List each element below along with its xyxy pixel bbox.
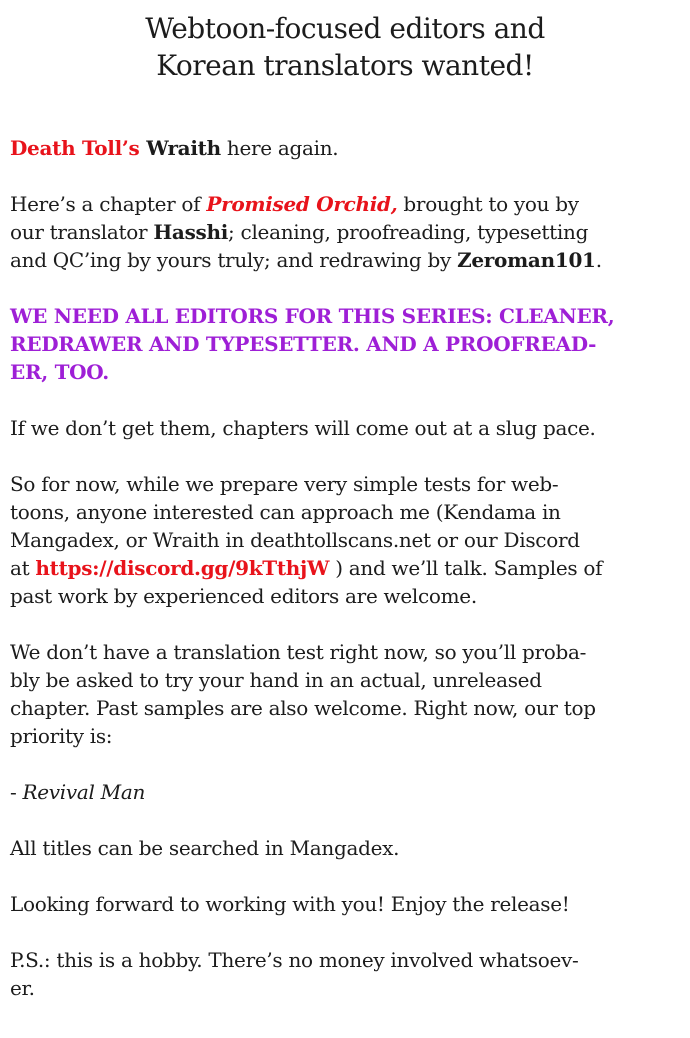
paragraph-closing (10, 890, 680, 918)
group-name: Death Toll’s (10, 136, 147, 160)
paragraph-credits (10, 190, 680, 274)
text-line: bly be asked to try your hand in an actual, unreleased (10, 668, 542, 692)
text-segment: . (595, 248, 602, 272)
text-segment: brought to you by (397, 192, 579, 216)
text-segment: ) and we’ll talk. Samples of (329, 556, 603, 580)
page-title-line: Webtoon-focused editors and (145, 12, 545, 45)
paragraph-contact (10, 470, 680, 610)
page-title (10, 10, 680, 84)
text-line (10, 190, 680, 218)
redrawer-name-zeroman101: Zeroman101 (457, 248, 596, 272)
text-segment: our translator (10, 220, 154, 244)
text-line (10, 134, 680, 162)
text-line: If we don’t get them, chapters will come out at a slug pace. (10, 416, 596, 440)
text-line (10, 246, 680, 274)
series-title-revival-man: Revival Man (22, 780, 146, 804)
paragraph-recruitment-notice (10, 302, 680, 386)
text-line: priority is: (10, 724, 113, 748)
recruitment-notice-line: REDRAWER AND TYPESETTER. AND A PROOFREAD- (10, 332, 597, 356)
text-segment: here again. (220, 136, 339, 160)
paragraph-warning (10, 414, 680, 442)
text-segment: Here’s a chapter of (10, 192, 207, 216)
paragraph-postscript (10, 946, 680, 1002)
text-line (10, 778, 680, 806)
text-line: All titles can be searched in Mangadex. (10, 836, 400, 860)
discord-link[interactable]: https://discord.gg/9kTthjW (35, 556, 330, 580)
text-line: chapter. Past samples are also welcome. Right now, our top (10, 696, 596, 720)
text-line: We don’t have a translation test right now, so you’ll proba- (10, 640, 587, 664)
paragraph-translation-test (10, 638, 680, 750)
page-title-line: Korean translators wanted! (156, 49, 534, 82)
text-line (10, 554, 680, 582)
paragraph-priority-item (10, 778, 680, 806)
text-segment: ; cleaning, proofreading, typesetting (228, 220, 589, 244)
list-dash: - (10, 780, 23, 804)
text-line: P.S.: this is a hobby. There’s no money involved whatsoev- (10, 948, 579, 972)
text-line: So for now, while we prepare very simple tests for web- (10, 472, 559, 496)
translator-name-hasshi: Hasshi (153, 220, 229, 244)
paragraph-mangadex-note (10, 834, 680, 862)
author-name-wraith: Wraith (146, 136, 221, 160)
text-line: Looking forward to working with you! Enjoy the release! (10, 892, 570, 916)
paragraph-greeting (10, 134, 680, 162)
text-line: er. (10, 976, 35, 1000)
recruitment-notice-line: ER, TOO. (10, 360, 109, 384)
text-line: toons, anyone interested can approach me (Kendama in (10, 500, 561, 524)
series-title-promised-orchid: Promised Orchid, (206, 192, 398, 216)
text-line: past work by experienced editors are welcome. (10, 584, 477, 608)
text-segment: and QC’ing by yours truly; and redrawing by (10, 248, 458, 272)
text-line: Mangadex, or Wraith in deathtollscans.net or our Discord (10, 528, 580, 552)
recruitment-notice-line: WE NEED ALL EDITORS FOR THIS SERIES: CLEANER, (10, 304, 615, 328)
text-segment: at (10, 556, 36, 580)
text-line (10, 218, 680, 246)
